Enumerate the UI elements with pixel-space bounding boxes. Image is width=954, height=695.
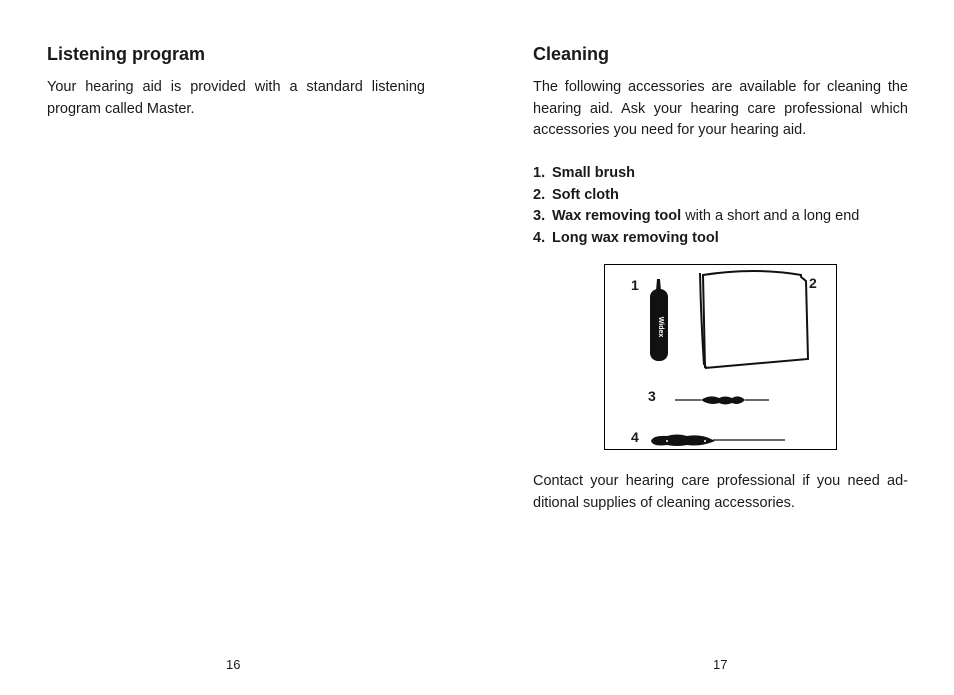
contact-text: Contact your hearing care professional if you need ad-ditional supplies of cleaning accessories. [533, 473, 908, 511]
figure-label-4: 4 [631, 429, 639, 445]
figure-label-2: 2 [809, 275, 817, 291]
list-item: 4. Long wax removing tool [533, 229, 719, 246]
cleaning-heading: Cleaning [533, 44, 610, 64]
cloth-icon [700, 271, 808, 368]
list-item: 1. Small brush [533, 165, 635, 181]
wax-tool-icon [675, 396, 769, 404]
list-item: 2. Soft cloth [533, 186, 619, 203]
brush-icon [650, 279, 668, 361]
cleaning-intro: The following accessories are available for cleaning the hearing aid. Ask your hearing care professional which accessories you need for your hearing aid. [533, 79, 908, 138]
figure-label-3: 3 [648, 388, 656, 404]
page-number-left: 16 [226, 657, 241, 672]
page-number-right: 17 [713, 657, 728, 672]
listening-program-text: Your hearing aid is provided with a standard listening program called Master. [47, 79, 425, 117]
accessories-list [533, 163, 859, 249]
listening-program-heading: Listening program [47, 44, 206, 64]
figure-label-1: 1 [631, 277, 639, 293]
long-wax-tool-icon [651, 435, 785, 447]
accessories-illustration [604, 264, 837, 450]
list-item: 3. Wax removing tool with a short and a long end [533, 208, 860, 224]
svg-text:Widex: Widex [657, 316, 664, 338]
